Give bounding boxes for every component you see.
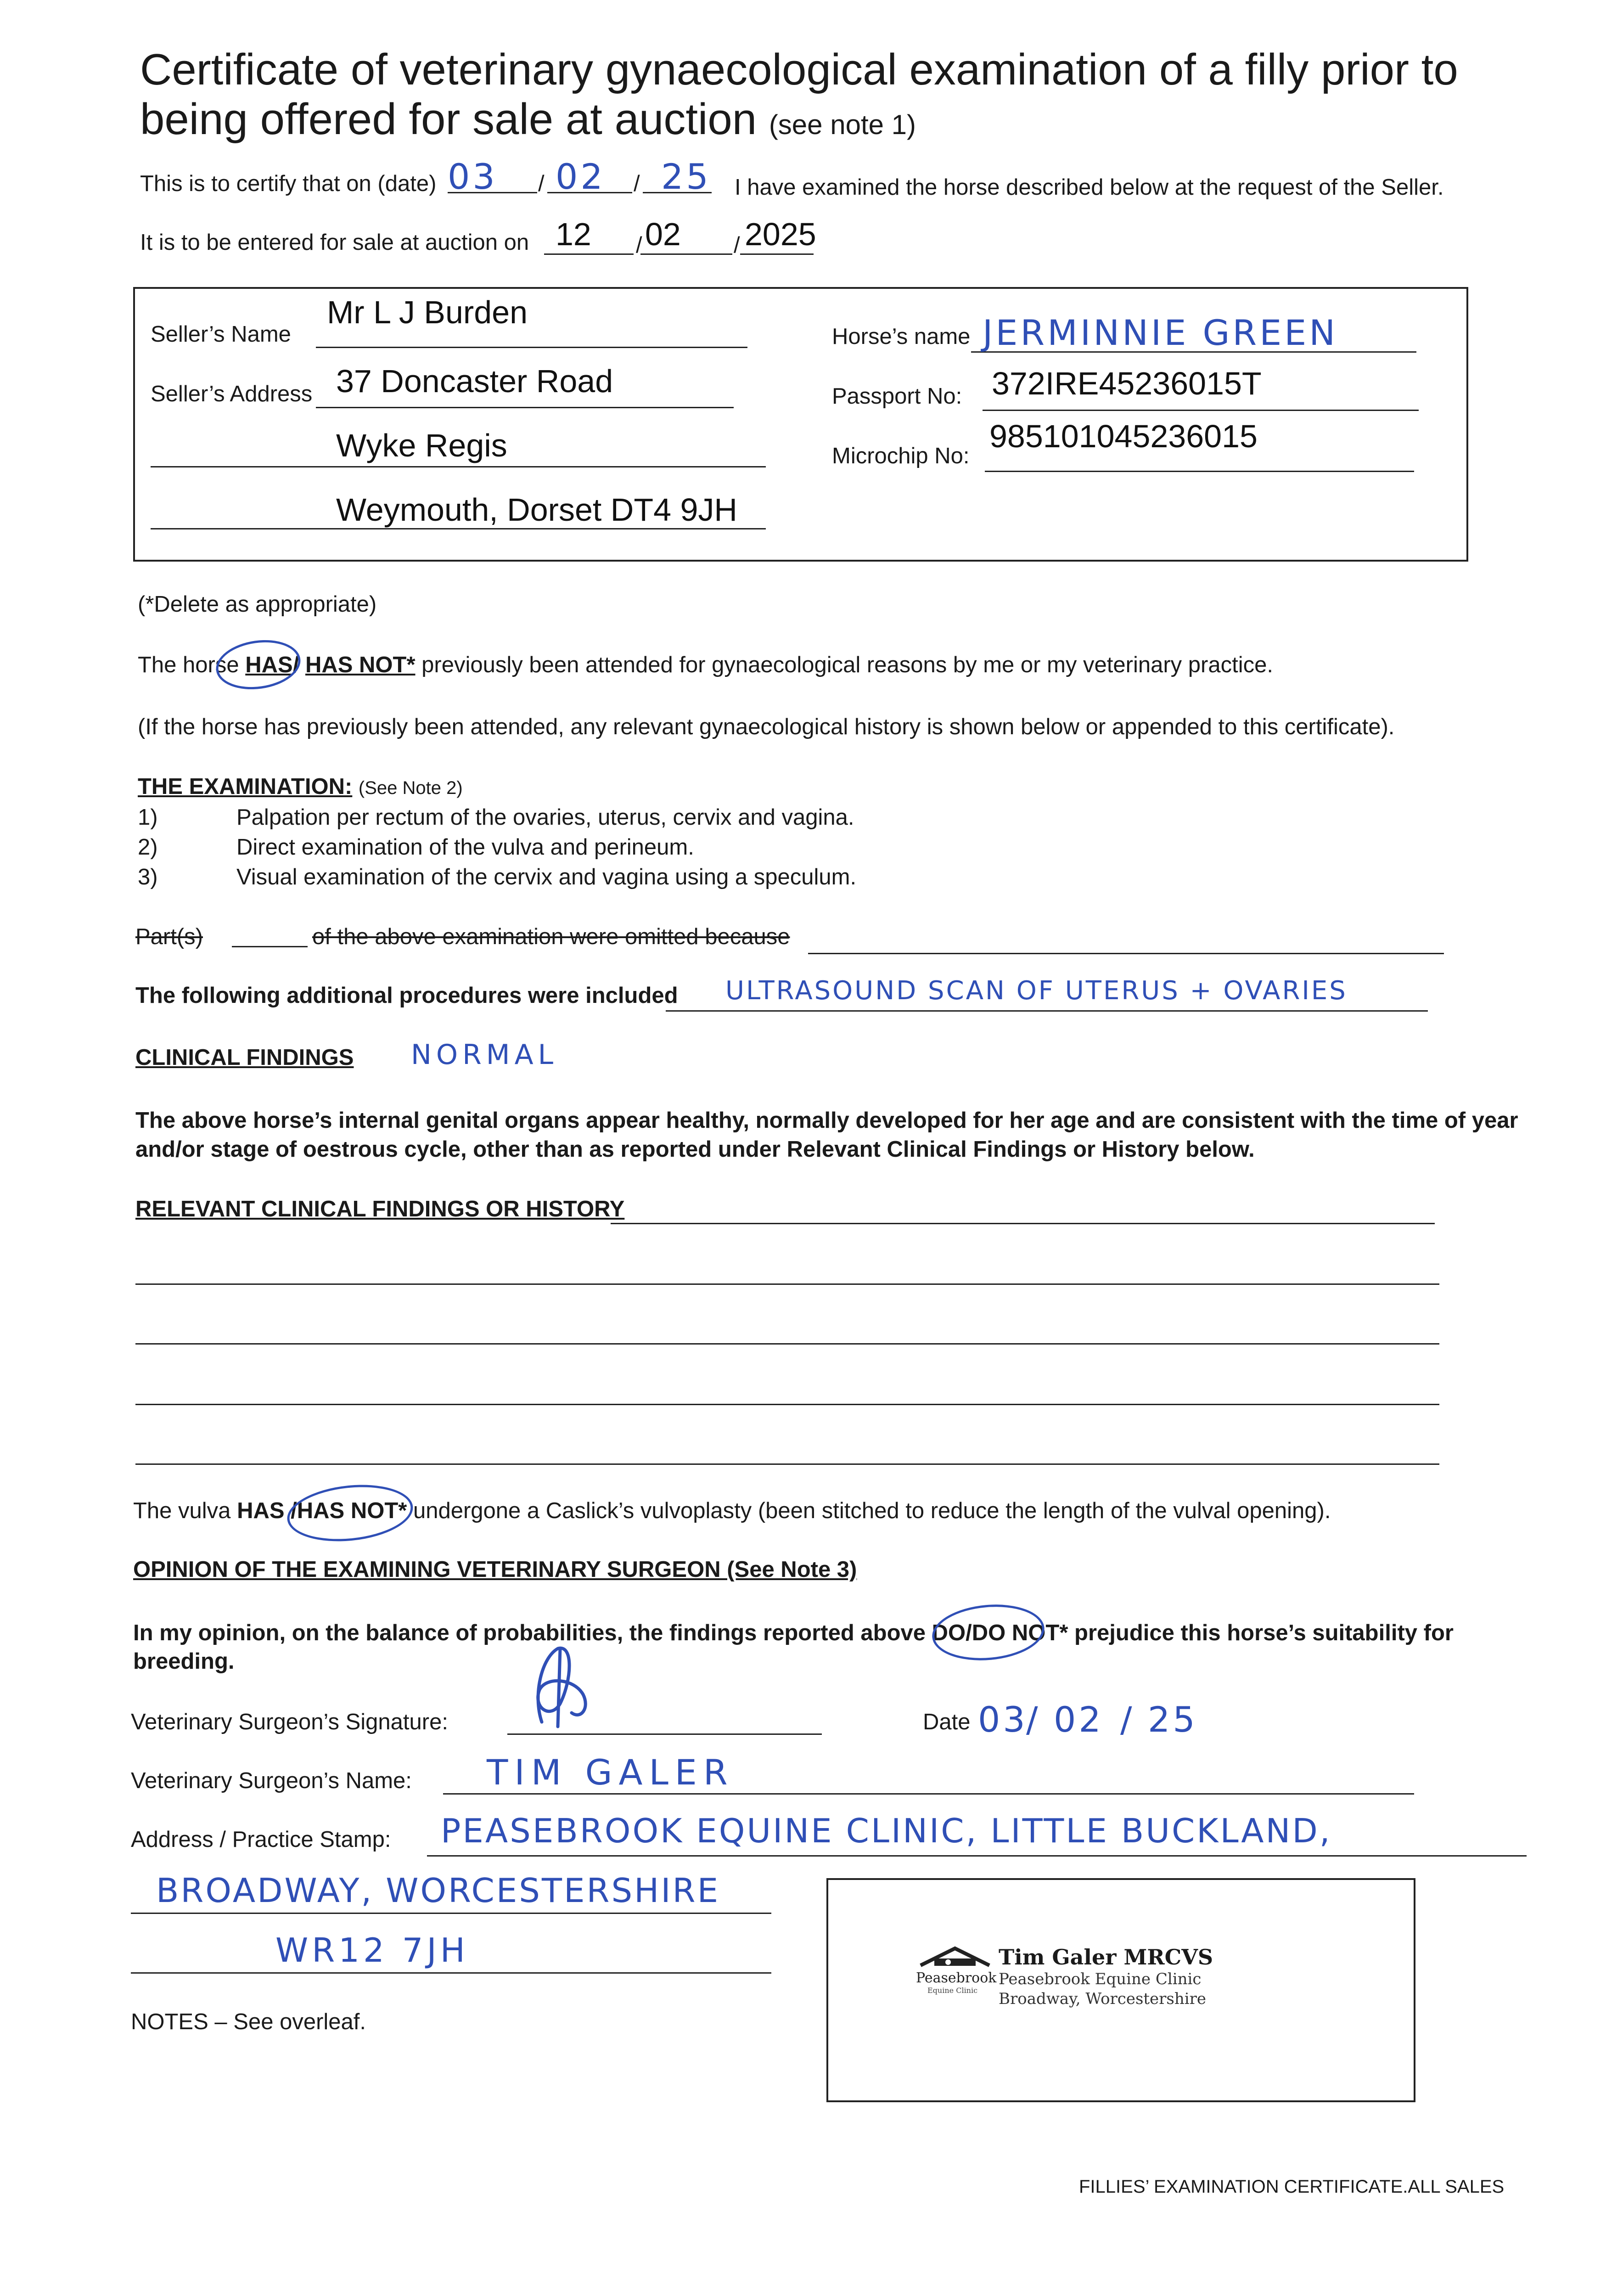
attended-has-not: HAS NOT*: [305, 653, 416, 677]
vet-name-line: [443, 1793, 1414, 1795]
seller-address-line-3: [151, 528, 766, 529]
relevant-line-1: [135, 1283, 1439, 1285]
additional-value: ULTRASOUND SCAN OF UTERUS + OVARIES: [725, 976, 1348, 1006]
opinion-slash: /: [966, 1621, 972, 1645]
microchip-line: [985, 471, 1414, 472]
passport-line: [983, 410, 1419, 411]
relevant-line-3: [135, 1404, 1439, 1405]
examination-note: (See Note 2): [358, 778, 463, 798]
vulva-has-not: HAS NOT*: [297, 1498, 407, 1523]
auction-month-line: [640, 253, 732, 255]
attended-suffix: previously been attended for gynaecological reasons by me or my veterinary practice.: [421, 653, 1273, 677]
slash: /: [538, 171, 545, 196]
opinion-line-1: [133, 1620, 1454, 1646]
microchip-number: 985101045236015: [989, 418, 1258, 454]
relevant-line-0: [611, 1223, 1435, 1224]
slash: /: [734, 233, 740, 258]
opinion-do: DO: [932, 1621, 966, 1645]
seller-address-3: Weymouth, Dorset DT4 9JH: [336, 492, 737, 528]
history-note: (If the horse has previously been attended, any relevant gynaecological history is shown below or appended to this certificate).: [138, 715, 1395, 739]
title-line-2-text: being offered for sale at auction: [140, 95, 757, 144]
vet-date-label: Date: [923, 1710, 971, 1734]
auction-prefix: It is to be entered for sale at auction on: [140, 230, 529, 255]
delete-note: (*Delete as appropriate): [138, 592, 377, 617]
clinical-statement-1: The above horse’s internal genital organs appear healthy, normally developed for her age and are consistent with the time of year: [135, 1108, 1518, 1133]
examination-item-3: Visual examination of the cervix and vagina using a speculum.: [236, 865, 857, 889]
has-selection-circle: [213, 635, 304, 695]
vet-address-2: BROADWAY, WORCESTERSHIRE: [156, 1871, 720, 1910]
vet-date-year: 25: [1148, 1699, 1198, 1740]
attended-prefix: The horse: [138, 653, 239, 677]
vet-date-month: 02: [1054, 1699, 1104, 1740]
seller-address-2: Wyke Regis: [336, 428, 507, 463]
attended-slash: /: [292, 653, 299, 677]
auction-year-line: [740, 253, 814, 255]
title-line-1: Certificate of veterinary gynaecological examination of a filly prior to: [140, 45, 1458, 94]
stamp-logo-text: Peasebrook: [916, 1970, 997, 1986]
passport-number: 372IRE45236015T: [992, 366, 1262, 401]
opinion-suffix: prejudice this horse’s suitability for: [1074, 1621, 1454, 1645]
horse-name: JERMINNIE GREEN: [983, 312, 1338, 353]
relevant-line-2: [135, 1343, 1439, 1345]
certify-suffix: I have examined the horse described below at the request of the Seller.: [735, 175, 1444, 200]
certify-prefix: This is to certify that on (date): [140, 171, 437, 196]
vet-date-day: 03: [978, 1699, 1028, 1740]
auction-day: 12: [556, 216, 591, 252]
page-title: [140, 45, 1458, 150]
vet-name: TIM GALER: [487, 1752, 734, 1793]
vet-address-label: Address / Practice Stamp:: [131, 1827, 391, 1852]
do-not-selection-circle: [930, 1600, 1047, 1665]
slash: /: [634, 171, 640, 196]
seller-address-line-1: [316, 407, 734, 408]
examination-item-1: Palpation per rectum of the ovaries, uterus, cervix and vagina.: [236, 805, 854, 830]
seller-address-label: Seller’s Address: [151, 382, 313, 406]
clinical-statement-2: and/or stage of oestrous cycle, other than as reported under Relevant Clinical Findings or History below.: [135, 1137, 1255, 1162]
vet-address-1: PEASEBROOK EQUINE CLINIC, LITTLE BUCKLAND,: [441, 1812, 1332, 1850]
seller-address-line-2: [151, 466, 766, 467]
examination-heading: THE EXAMINATION:: [138, 774, 353, 799]
clinical-label: CLINICAL FINDINGS: [135, 1045, 354, 1070]
seller-name-label: Seller’s Name: [151, 322, 291, 347]
certify-year: 25: [661, 156, 711, 197]
stamp-name: Tim Galer MRCVS: [999, 1945, 1213, 1970]
seller-name-line: [316, 347, 747, 348]
vet-address-line-2: [131, 1913, 771, 1914]
vulva-prefix: The vulva: [133, 1498, 231, 1523]
auction-year: 2025: [745, 216, 816, 252]
attended-has: HAS: [245, 653, 293, 677]
notes: NOTES – See overleaf.: [131, 2009, 366, 2034]
vulva-slash: /: [291, 1498, 297, 1523]
vet-address-line-1: [427, 1855, 1527, 1857]
slash: /: [1120, 1699, 1135, 1740]
stamp-line-1: Peasebrook Equine Clinic: [999, 1970, 1202, 1988]
omitted-part-line: [232, 946, 308, 947]
passport-label: Passport No:: [832, 384, 962, 409]
signature-label: Veterinary Surgeon’s Signature:: [131, 1710, 448, 1734]
vulva-has: HAS: [237, 1498, 285, 1523]
relevant-line-4: [135, 1463, 1439, 1465]
opinion-heading: OPINION OF THE EXAMINING VETERINARY SURGEON (See Note 3): [133, 1557, 857, 1582]
attended-line: [138, 652, 1273, 678]
slash: /: [1026, 1699, 1041, 1740]
slash: /: [636, 233, 642, 258]
opinion-prefix: In my opinion, on the balance of probabilities, the findings reported above: [133, 1621, 926, 1645]
microchip-label: Microchip No:: [832, 444, 970, 468]
stamp-logo-sub: Equine Clinic: [927, 1986, 978, 1995]
examination-item-2: Direct examination of the vulva and perineum.: [236, 835, 694, 860]
opinion-line-2: breeding.: [133, 1649, 235, 1674]
certify-day: 03: [448, 156, 498, 197]
omitted-reason-line: [808, 953, 1444, 954]
stamp-line-2: Broadway, Worcestershire: [999, 1990, 1207, 2008]
seller-address-1: 37 Doncaster Road: [336, 363, 613, 399]
seller-name: Mr L J Burden: [327, 294, 528, 330]
opinion-do-not: DO NOT*: [972, 1621, 1068, 1645]
additional-label: The following additional procedures were included: [135, 983, 678, 1008]
auction-day-line: [544, 253, 634, 255]
horse-name-label: Horse’s name: [832, 324, 971, 349]
examination-heading-row: [138, 774, 463, 799]
footer: FILLIES’ EXAMINATION CERTIFICATE.ALL SALES: [1079, 2177, 1505, 2197]
examination-item-num-2: 2): [138, 835, 158, 860]
vet-signature-mark: [514, 1639, 606, 1740]
title-line-2: [140, 95, 1458, 150]
clinical-value: NORMAL: [411, 1039, 558, 1071]
auction-month: 02: [645, 216, 681, 252]
certify-month: 02: [556, 156, 606, 197]
vulva-suffix: undergone a Caslick’s vulvoplasty (been stitched to reduce the length of the vulval opening).: [413, 1498, 1331, 1523]
omitted-text: of the above examination were omitted because: [312, 924, 790, 949]
relevant-label: RELEVANT CLINICAL FINDINGS OR HISTORY: [135, 1197, 625, 1221]
has-not-selection-circle: [284, 1479, 416, 1547]
examination-item-num-1: 1): [138, 805, 158, 830]
title-note: (see note 1): [769, 109, 916, 140]
vet-address-line-3: [131, 1972, 771, 1974]
additional-line: [666, 1010, 1428, 1012]
omitted-part: Part(s): [135, 924, 203, 949]
vet-address-3: WR12 7JH: [275, 1931, 469, 1970]
examination-item-num-3: 3): [138, 865, 158, 889]
vet-name-label: Veterinary Surgeon’s Name:: [131, 1768, 412, 1793]
